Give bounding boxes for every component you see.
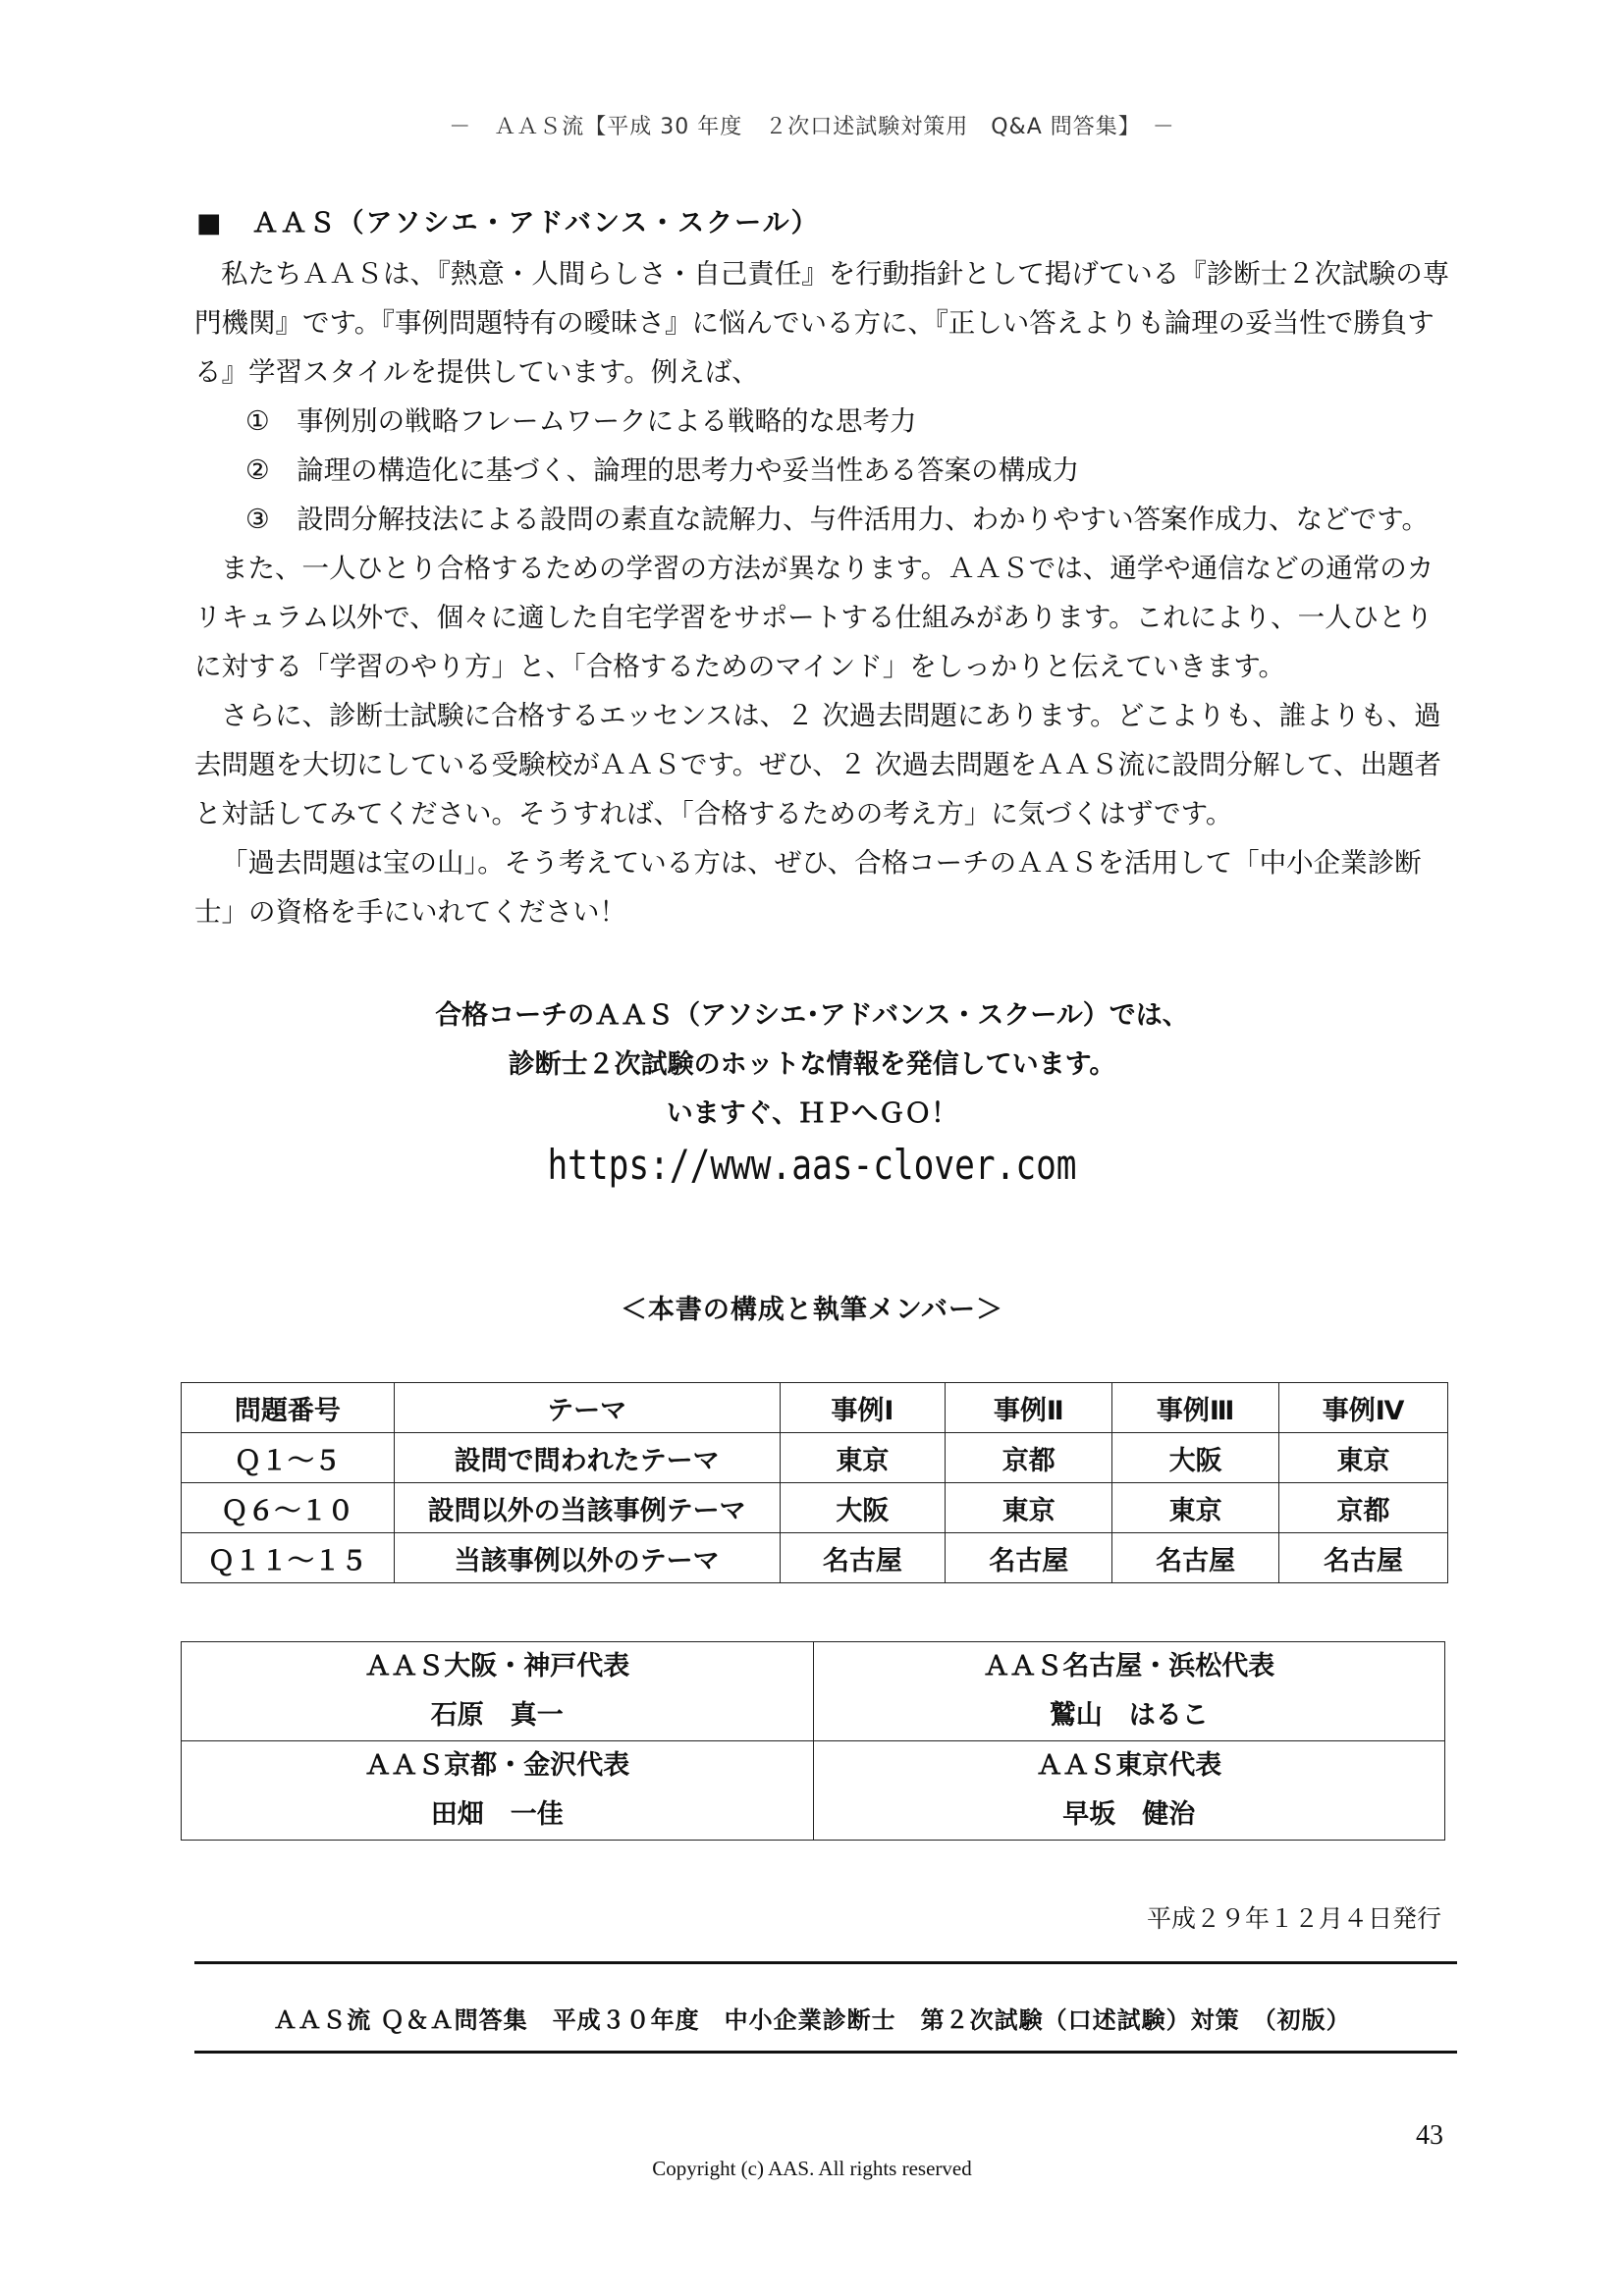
member-cell (182, 1642, 814, 1741)
structure-table (181, 1382, 1448, 1583)
table-cell: 京都 (946, 1433, 1112, 1483)
header-cell: テーマ (394, 1383, 780, 1433)
table-cell: 名古屋 (780, 1533, 946, 1583)
intro-body (194, 249, 1453, 936)
member-role: ＡＡＳ東京代表 (1036, 1750, 1222, 1781)
copyright-notice: Copyright (c) AAS. All rights reserved (652, 2157, 972, 2180)
member-cell (813, 1642, 1445, 1741)
table-cell: 京都 (1279, 1483, 1448, 1533)
member-name: 早坂 健治 (1062, 1799, 1196, 1830)
paragraph-learning-method: また、一人ひとり合格するための学習の方法が異なります。ＡＡＳでは、通学や通信などの通常のカリキュラム以外で、個々に適した自宅学習をサポートする仕組みがあります。これにより、一人ひとりに対する「学習のやり方」と、「合格するためのマインド」をしっかりと伝えていきます。 (194, 553, 1435, 682)
header-cell: 事例Ⅰ (780, 1383, 946, 1433)
promo-line: いますぐ、ＨＰへＧＯ！ (666, 1098, 958, 1129)
table-cell: 名古屋 (946, 1533, 1112, 1583)
member-role: ＡＡＳ名古屋・浜松代表 (983, 1651, 1275, 1682)
section-title: ■ ＡＡＳ（アソシエ・アドバンス・スクール） (196, 208, 820, 239)
table-row (182, 1433, 1448, 1483)
issue-date: 平成２９年１２月４日発行 (1146, 1904, 1441, 1933)
divider-bottom (194, 2051, 1457, 2054)
page-header: － ＡＡＳ流【平成 30 年度 ２次口述試験対策用 Q&A 問答集】 － (449, 115, 1175, 139)
table-cell: 名古屋 (1279, 1533, 1448, 1583)
table-row (182, 1533, 1448, 1583)
header-cell: 問題番号 (182, 1383, 395, 1433)
table-cell: 東京 (1112, 1483, 1279, 1533)
paragraph-past-exams: さらに、診断士試験に合格するエッセンスは、２ 次過去問題にあります。どこよりも、誰よりも、過去問題を大切にしている受験校がＡＡＳです。ぜひ、２ 次過去問題をＡＡＳ流に設問分解して、出題者と対話してみてください。そうすれば、「合格するための考え方」に気づくはずです。 (194, 700, 1441, 829)
header-cell: 事例Ⅲ (1112, 1383, 1279, 1433)
list-item: ③ 設問分解技法による設問の素直な読解力、与件活用力、わかりやすい答案作成力、などです。 (245, 504, 1429, 535)
promo-line: 診断士２次試験のホットな情報を発信しています。 (508, 1049, 1116, 1080)
promo-line: 合格コーチのＡＡＳ（アソシエ･アドバンス・スクール）では、 (435, 1000, 1189, 1031)
header-cell: 事例Ⅱ (946, 1383, 1112, 1433)
table-cell: 名古屋 (1112, 1533, 1279, 1583)
table-cell: 東京 (946, 1483, 1112, 1533)
members-row (182, 1741, 1445, 1841)
table-cell: 当該事例以外のテーマ (394, 1533, 780, 1583)
members-table (181, 1641, 1445, 1841)
table-cell: 大阪 (780, 1483, 946, 1533)
paragraph-intro: 私たちＡＡＳは、『熱意・人間らしさ・自己責任』を行動指針として掲げている『診断士２次試験の専門機関』です。『事例問題特有の曖昧さ』に悩んでいる方に、『正しい答えよりも論理の妥当性で勝負する』学習スタイルを提供しています。例えば、 (194, 258, 1450, 388)
table-cell: Ｑ１１～１５ (182, 1533, 395, 1583)
table-cell: 設問で問われたテーマ (394, 1433, 780, 1483)
table-cell: 東京 (1279, 1433, 1448, 1483)
colophon-title: ＡＡＳ流 Ｑ＆Ａ問答集 平成３０年度 中小企業診断士 第２次試験（口述試験）対策 （初版） (273, 2006, 1351, 2034)
table-cell: 設問以外の当該事例テーマ (394, 1483, 780, 1533)
list-item: ② 論理の構造化に基づく、論理的思考力や妥当性ある答案の構成力 (245, 454, 1080, 486)
member-name: 石原 真一 (430, 1700, 564, 1731)
structure-heading: ＜本書の構成と執筆メンバー＞ (620, 1295, 1004, 1325)
table-cell: Ｑ１～５ (182, 1433, 395, 1483)
member-role: ＡＡＳ京都・金沢代表 (364, 1750, 630, 1781)
table-cell: Ｑ６～１０ (182, 1483, 395, 1533)
member-name: 鷲山 はるこ (1049, 1700, 1209, 1731)
list-item: ① 事例別の戦略フレームワークによる戦略的な思考力 (245, 405, 917, 437)
member-cell (813, 1741, 1445, 1841)
header-cell: 事例Ⅳ (1279, 1383, 1448, 1433)
table-header-row (182, 1383, 1448, 1433)
member-cell (182, 1741, 814, 1841)
divider-top (194, 1961, 1457, 1964)
website-link[interactable]: https://www.aas-clover.com (547, 1141, 1077, 1189)
member-name: 田畑 一佳 (430, 1799, 564, 1830)
paragraph-treasure: 「過去問題は宝の山」。そう考えている方は、ぜひ、合格コーチのＡＡＳを活用して「中小企業診断士」の資格を手にいれてください！ (194, 847, 1422, 928)
promo-block (0, 991, 1624, 1139)
page-number: 43 (1416, 2120, 1443, 2151)
members-row (182, 1642, 1445, 1741)
table-row (182, 1483, 1448, 1533)
member-role: ＡＡＳ大阪・神戸代表 (364, 1651, 630, 1682)
table-cell: 東京 (780, 1433, 946, 1483)
table-cell: 大阪 (1112, 1433, 1279, 1483)
